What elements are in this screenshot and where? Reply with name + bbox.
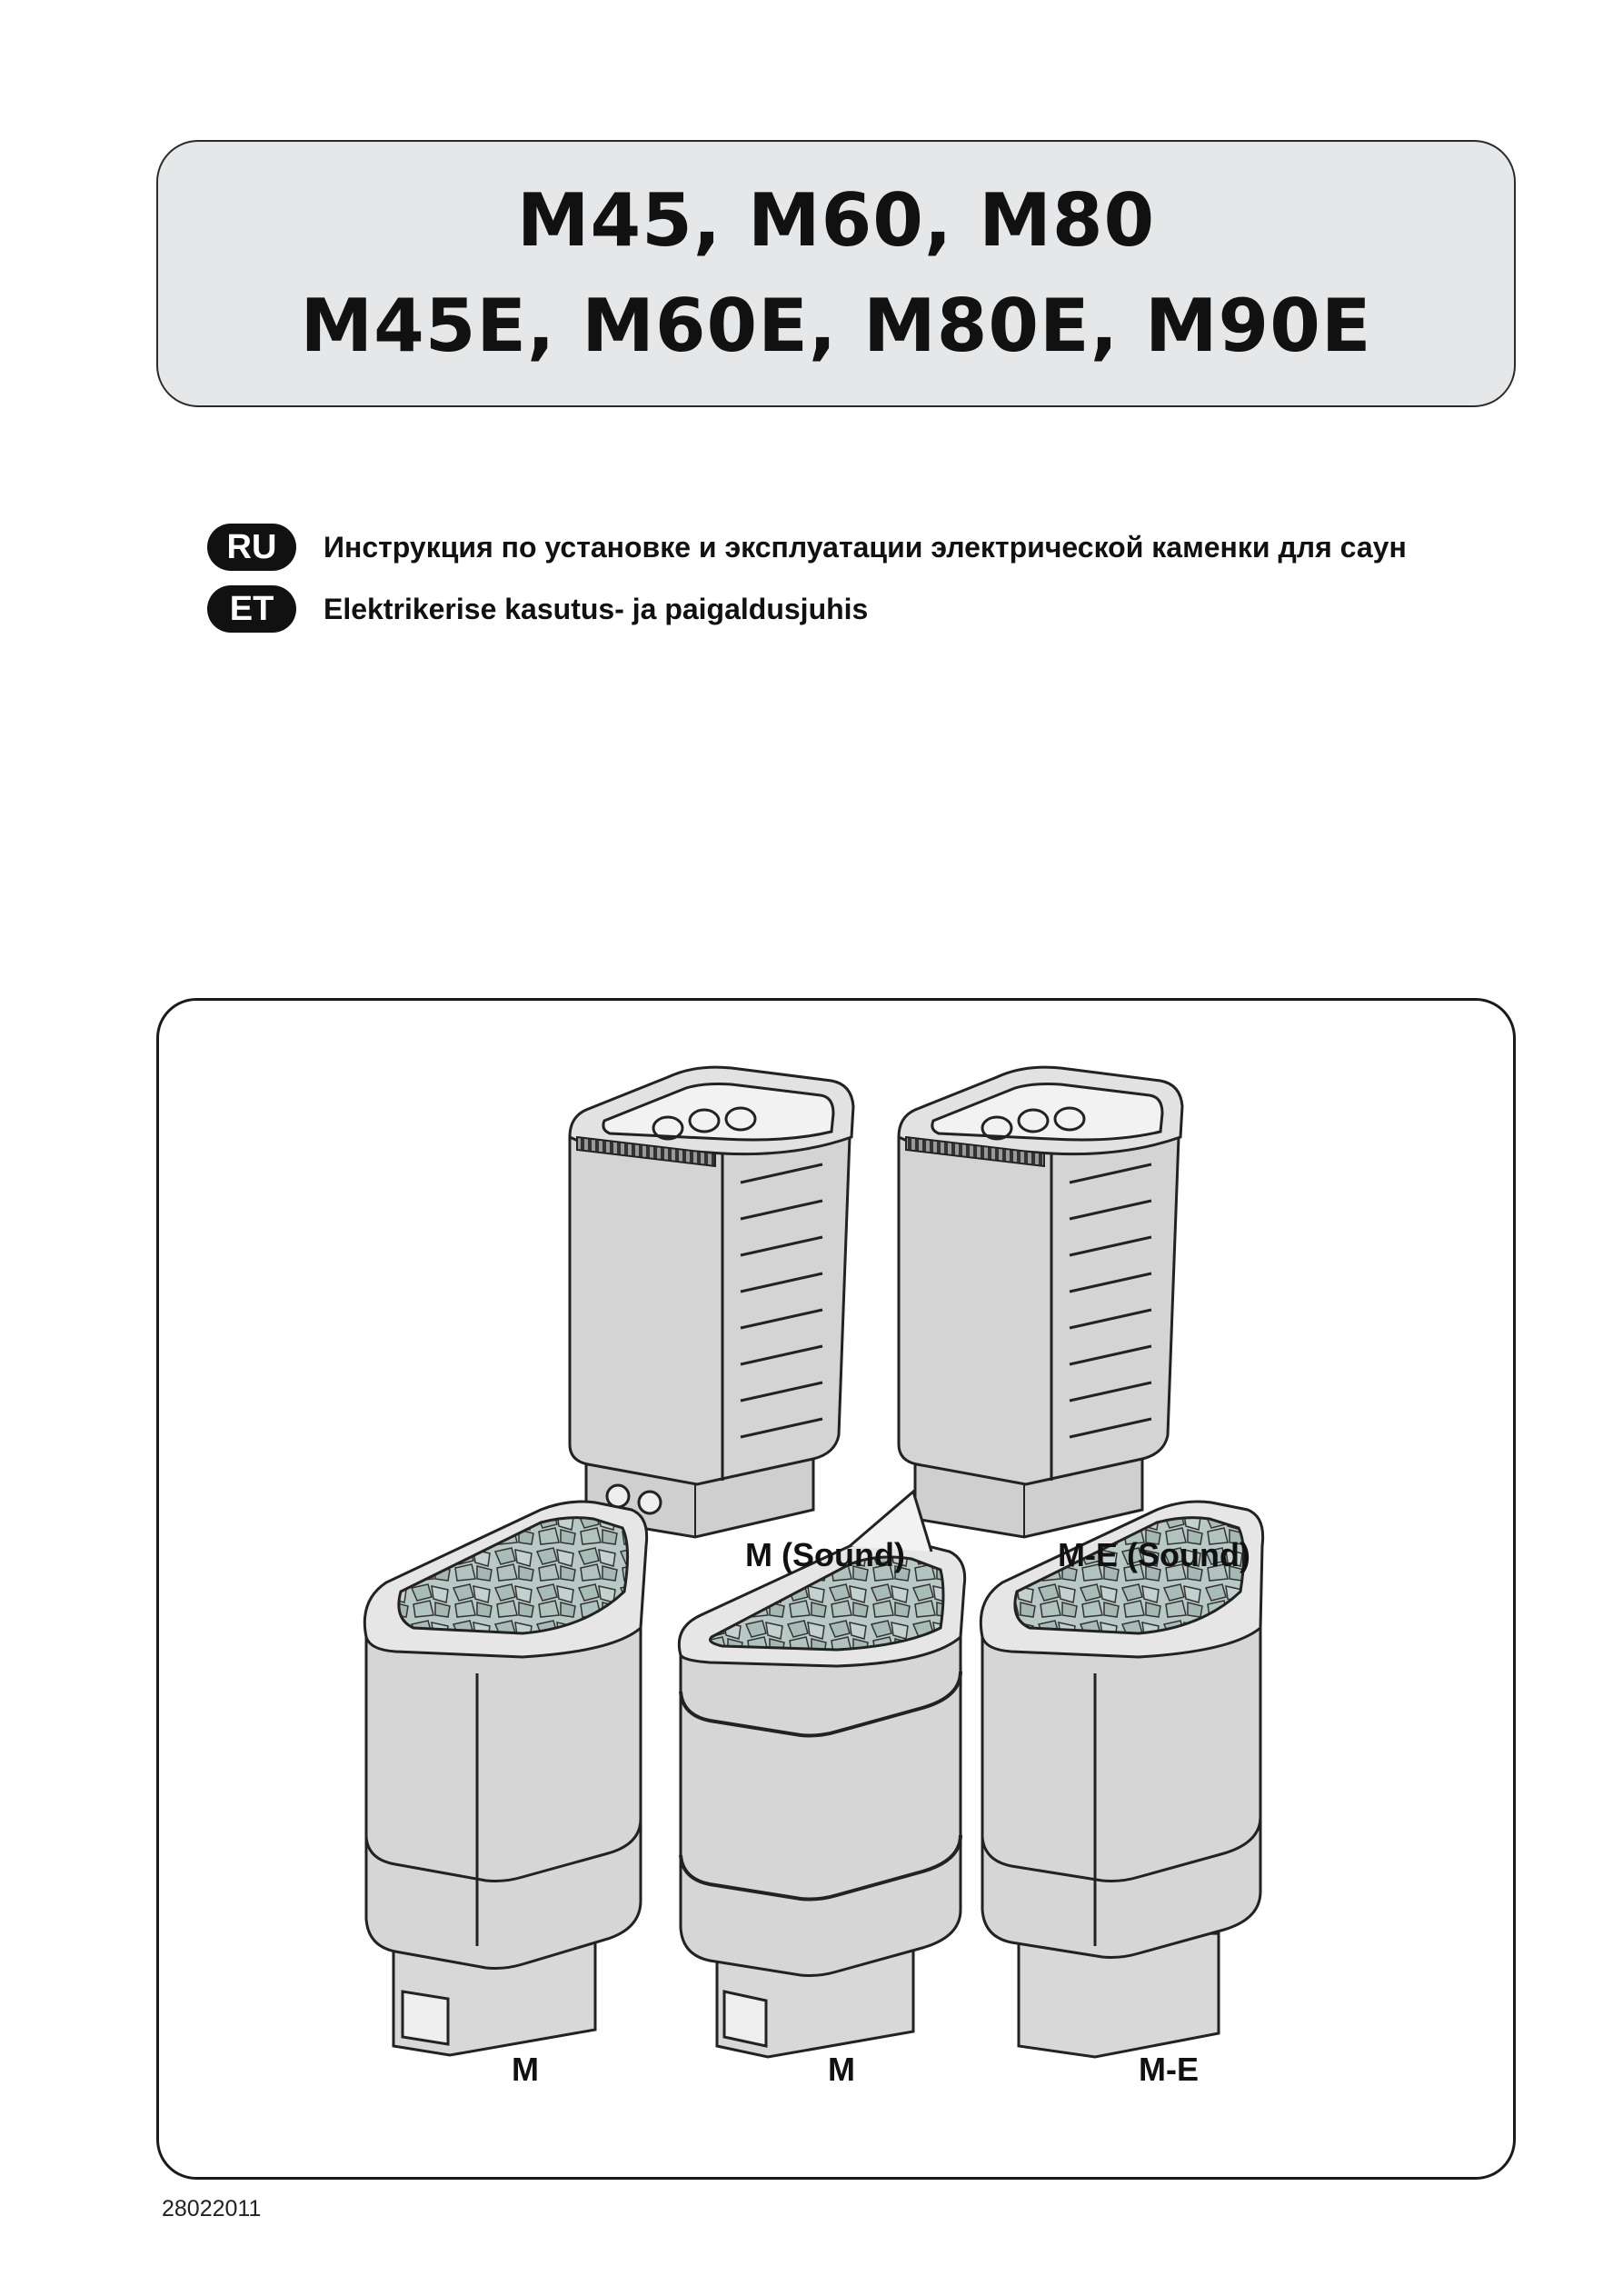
language-badge-ru: RU — [207, 524, 296, 571]
language-badge-et: ET — [207, 585, 296, 633]
caption-m-sound: M (Sound) — [745, 1536, 905, 1573]
caption-me: M-E — [1139, 2051, 1199, 2088]
language-title-et: Elektrikerise kasutus- ja paigaldusjuhis — [324, 592, 869, 625]
language-row-ru — [207, 524, 1407, 571]
language-row-et — [207, 585, 868, 633]
heater-m-sound-figure — [570, 1067, 853, 1537]
heater-me-figure — [981, 1502, 1262, 2057]
caption-m-1: M — [512, 2051, 539, 2088]
heater-m-figure-1 — [364, 1502, 646, 2055]
heater-me-sound-figure — [899, 1067, 1182, 1537]
title-line-2: M45E, M60E, M80E, M90E — [300, 284, 1372, 368]
heaters-illustration — [159, 1001, 1513, 2177]
heater-m-figure-2 — [679, 1492, 964, 2057]
caption-me-sound: M-E (Sound) — [1058, 1536, 1250, 1573]
language-title-ru: Инструкция по установке и эксплуатации электрической каменки для саун — [324, 530, 1407, 564]
title-line-1: M45, M60, M80 — [516, 178, 1156, 263]
title-box — [156, 140, 1516, 407]
caption-m-2: M — [828, 2051, 855, 2088]
document-code: 28022011 — [162, 2196, 262, 2221]
illustration-frame — [156, 998, 1516, 2180]
